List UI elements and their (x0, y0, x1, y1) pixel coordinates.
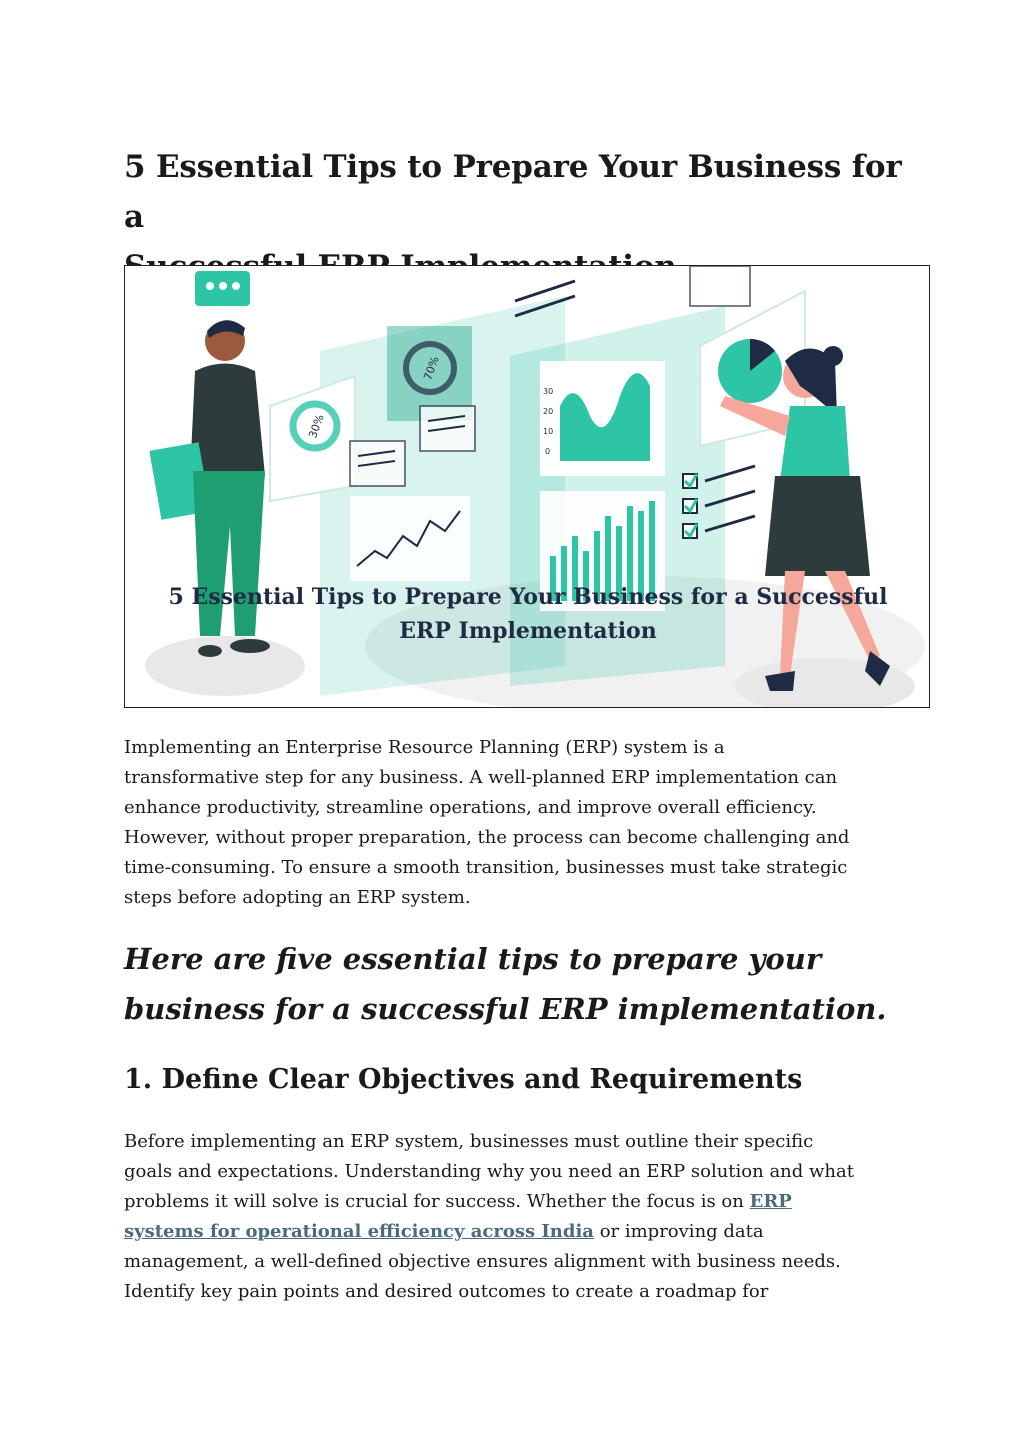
body-line: management, a well-defined objective ensures alignment with business needs. (124, 1251, 841, 1272)
body-line: Before implementing an ERP system, businesses must outline their specific (124, 1131, 814, 1152)
hero-caption-line-2: ERP Implementation (399, 618, 657, 644)
axis-tick-20: 20 (543, 407, 554, 416)
subhead-line-1: Here are five essential tips to prepare your (124, 942, 822, 976)
hero-illustration (124, 265, 930, 708)
axis-tick-10: 10 (543, 427, 554, 436)
body-line (124, 1217, 904, 1247)
intro-line: steps before adopting an ERP system. (124, 887, 471, 908)
tips-subheading (124, 934, 904, 1034)
erp-efficiency-link-part-1[interactable]: ERP (749, 1191, 792, 1212)
body-text: problems it will solve is crucial for success. Whether the focus is on (124, 1191, 750, 1212)
section-1-paragraph (124, 1127, 904, 1307)
axis-tick-0: 0 (545, 447, 551, 456)
body-text: or improving data (593, 1221, 764, 1242)
body-line: Identify key pain points and desired outcomes to create a roadmap for (124, 1281, 769, 1302)
title-line-1: 5 Essential Tips to Prepare Your Business for a (124, 149, 902, 235)
intro-line: Implementing an Enterprise Resource Planning (ERP) system is a (124, 737, 725, 758)
intro-line: However, without proper preparation, the process can become challenging and (124, 827, 850, 848)
intro-line: enhance productivity, streamline operations, and improve overall efficiency. (124, 797, 817, 818)
section-1-heading: 1. Define Clear Objectives and Requirements (124, 1064, 803, 1095)
intro-line: time-consuming. To ensure a smooth transition, businesses must take strategic (124, 857, 848, 878)
intro-paragraph (124, 733, 904, 913)
gauge-70-label: 70% (421, 354, 442, 383)
body-line: goals and expectations. Understanding why you need an ERP solution and what (124, 1161, 854, 1182)
erp-efficiency-link-part-2[interactable]: systems for operational efficiency across India (124, 1221, 594, 1242)
body-line (124, 1187, 904, 1217)
hero-caption-line-1: 5 Essential Tips to Prepare Your Business for a Successful (168, 584, 888, 610)
gauge-30-label: 30% (306, 412, 327, 441)
subhead-line-2: business for a successful ERP implementation. (124, 992, 887, 1026)
intro-line: transformative step for any business. A well-planned ERP implementation can (124, 767, 838, 788)
axis-tick-30: 30 (543, 387, 554, 396)
